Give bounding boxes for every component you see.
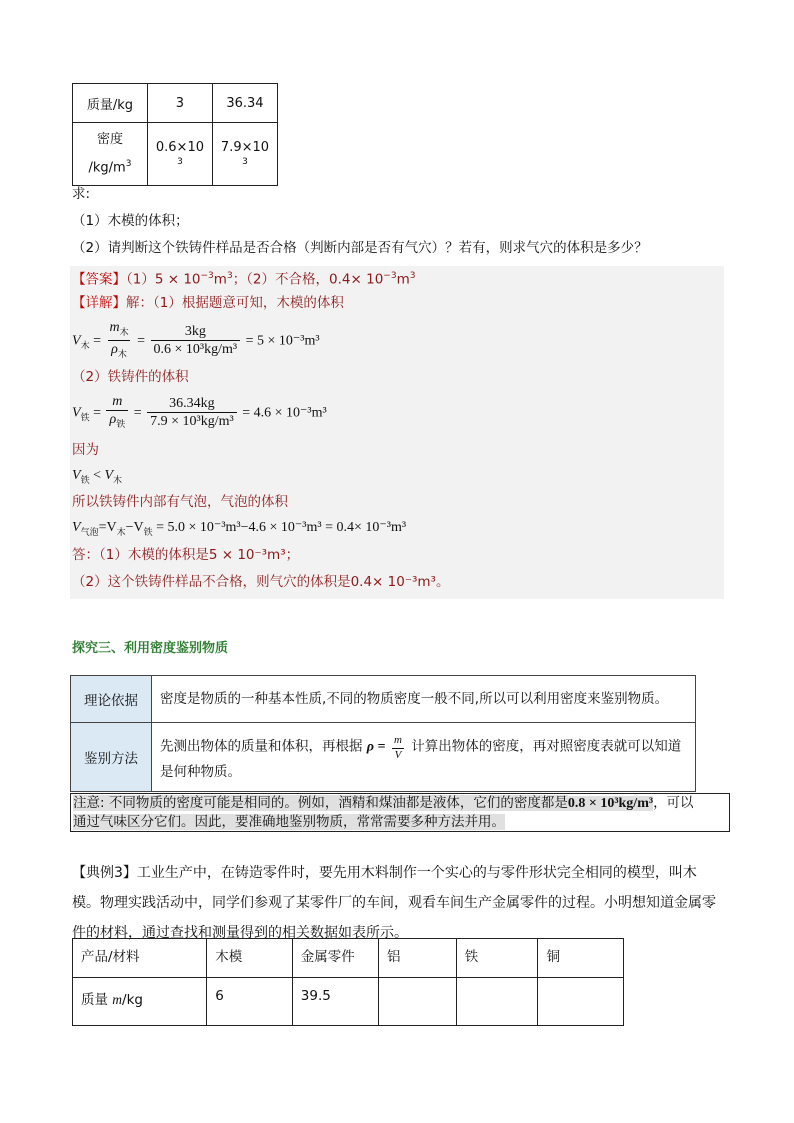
table1-label-mass: 质量/kg <box>73 84 148 123</box>
header-cell: 铜 <box>538 939 624 978</box>
example3-paragraph: 【典例3】工业生产中，在铸造零件时，要先用木料制作一个实心的与零件形状完全相同的模型，叫木模。物理实践活动中，同学们参观了某零件厂的车间，观看车间生产金属零件的过程。小明想知道金属零件的材料，通过查找和测量得到的相关数据如表所示。 <box>72 865 716 941</box>
volume-comparison: $V_铁 < V_木$ <box>72 468 123 485</box>
detail-because: 因为 <box>72 442 99 458</box>
table1-density-wood: 0.6×10 3 <box>147 123 212 186</box>
question-2: （2）请判断这个铁铸件样品是否合格（判断内部是否有气穴）？若有，则求气穴的体积是多少？ <box>72 240 648 256</box>
identification-table <box>70 675 696 792</box>
table1-mass-wood: 3 <box>147 84 212 123</box>
header-cell: 金属零件 <box>292 939 378 978</box>
row-text-method: 先测出物体的质量和体积，再根据 ρ = $\frac{m}{V}$ 计算出物体的密度，再对照密度表就可以知道是何种物质。 <box>152 723 696 792</box>
materials-table <box>72 938 624 1026</box>
cell-wood-mass: 6 <box>207 978 293 1026</box>
detail-answer-1: 答：（1）木模的体积是5 × 10⁻³m³； <box>72 547 300 563</box>
question-1: （1）木模的体积； <box>72 213 189 229</box>
row-text-theory: 密度是物质的一种基本性质,不同的物质密度一般不同,所以可以利用密度来鉴别物质。 <box>152 676 696 723</box>
section-title: 探究三、利用密度鉴别物质 <box>72 641 229 656</box>
header-cell: 铝 <box>378 939 456 978</box>
detail-answer-2: （2）这个铁铸件样品不合格，则气穴的体积是0.4× 10⁻³m³。 <box>72 574 450 590</box>
detail-step2: （2）铁铸件的体积 <box>72 369 189 385</box>
detail-intro: 【详解】解：（1）根据题意可知，木模的体积 <box>72 295 344 311</box>
row-label-method: 鉴别方法 <box>71 723 152 792</box>
header-cell: 产品/材料 <box>73 939 207 978</box>
table1-density-iron: 7.9×10 3 <box>212 123 277 186</box>
cell-copper <box>538 978 624 1026</box>
row-label-mass: 质量 m/kg <box>73 978 207 1026</box>
row-label-theory: 理论依据 <box>71 676 152 723</box>
answer-line: 【答案】$(1)5 \times 10^{-3}m^3$；（2）不合格，$0.4\times 10^{-3}m^3$ <box>72 271 416 288</box>
header-cell: 铁 <box>456 939 538 978</box>
density-data-table <box>72 83 278 186</box>
note-box: 注意: 不同物质的密度可能是相同的。例如，酒精和煤油都是液体，它们的密度都是0.8 × 10³kg/m³，可以 通过气味区分它们。因此，要准确地鉴别物质，常常需要多种方法并用。 <box>70 793 730 832</box>
equation-iron-volume: $V_铁$ = $\frac{m}{\rho_铁}$ = $\frac{36.34kg}{\text{7.9 × 10³kg/m³}}$ = 4.6 × 10⁻³m³ <box>72 394 327 436</box>
question-ask: 求: <box>72 186 91 202</box>
header-cell: 木模 <box>207 939 293 978</box>
detail-so: 所以铁铸件内部有气泡，气泡的体积 <box>72 494 288 510</box>
equation-bubble-volume: $V_{气泡}=V_木-V_铁 = 5.0 \times 10^{-3}m^3-4.6 \times 10^{-3}m^3 = 0.4\times 10^{-3}m^3$ <box>72 520 407 537</box>
equation-wood-volume: $V_木$ = $\frac{m_木}{\rho_木}$ = $\frac{3kg}{\text{0.6 × 10³kg/m³}}$ = 5 × 10⁻³m³ <box>72 320 320 364</box>
table1-label-density: 密度 $/kg/m^3$ <box>73 123 148 186</box>
cell-part-mass: 39.5 <box>292 978 378 1026</box>
table1-mass-iron: 36.34 <box>212 84 277 123</box>
cell-iron <box>456 978 538 1026</box>
cell-aluminum <box>378 978 456 1026</box>
